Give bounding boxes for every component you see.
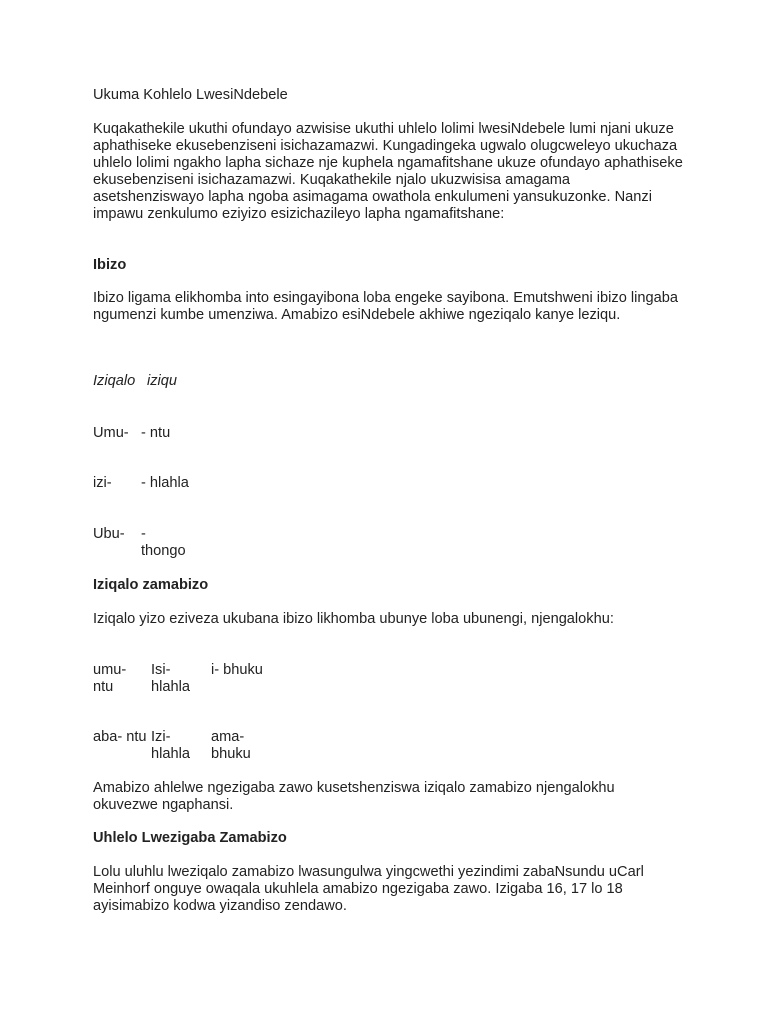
heading-iziqalo: Iziqalo zamabizo [93,577,209,593]
table-cell-prefix: izi- [93,475,112,491]
table-cell-stem: - [141,526,146,542]
uhlelo-paragraph: Lolu uluhlu lweziqalo zamabizo lwasungulwa yingcwethi yezindimi zabaNsundu uCarl Meinhorf onguye owaqala ukuhlela amabizo ngezigaba zawo. Izigaba 16, 17 lo 18 ayisimabizo kodwa yizandiso zendawo. [93,864,644,914]
table-cell: bhuku [211,746,251,762]
table-cell: umu- [93,662,127,678]
classes-intro-paragraph: Amabizo ahlelwe ngezigaba zawo kusetshenziswa iziqalo zamabizo njengalokhu okuvezwe ngaphansi. [93,780,615,813]
heading-uhlelo: Uhlelo Lwezigaba Zamabizo [93,830,287,846]
table-cell: ama- [211,729,245,745]
table-cell: hlahla [151,679,190,695]
table-cell: Isi- [151,662,171,678]
table-cell-prefix: Umu- [93,425,129,441]
heading-ibizo: Ibizo [93,257,127,273]
table-header-prefix: Iziqalo [93,373,136,389]
table-cell: i- bhuku [211,662,263,678]
table-cell-stem: thongo [141,543,186,559]
table-cell: Izi- [151,729,171,745]
table-cell-prefix: Ubu- [93,526,125,542]
table-cell-stem: - hlahla [141,475,189,491]
document-title: Ukuma Kohlelo LwesiNdebele [93,87,288,103]
table-cell: ntu [93,679,114,695]
table-cell-stem: - ntu [141,425,171,441]
ibizo-paragraph: Ibizo ligama elikhomba into esingayibona loba engeke sayibona. Emutshweni ibizo lingaba ngumenzi kumbe umenziwa. Amabizo esiNdebele akhiwe ngeziqalo kanye leziqu. [93,290,678,323]
table-cell: aba- ntu [93,729,147,745]
table-cell: hlahla [151,746,190,762]
iziqalo-paragraph: Iziqalo yizo eziveza ukubana ibizo likhomba ubunye loba ubunengi, njengalokhu: [93,611,614,627]
intro-paragraph: Kuqakathekile ukuthi ofundayo azwisise ukuthi uhlelo lolimi lwesiNdebele lumi njani ukuze aphathiseke ekusebenziseni isichazamazwi. Kungadingeka ugwalo olugcweleyo ukuchaza uhlelo lolimi ngakho lapha sichaze nje kuphela ngamafitshane ukuze ofundayo aphathiseke ekusebenziseni isichazamazwi. Kuqakathekile njalo ukuzwisisa amagama asetshenziswayo lapha ngoba asimagama owathola enkulumeni yansukuzonke. Nanzi impawu zenkulumo eziyizo esizichazileyo lapha ngamafitshane: [93,121,683,222]
table-header-stem: iziqu [147,373,178,389]
